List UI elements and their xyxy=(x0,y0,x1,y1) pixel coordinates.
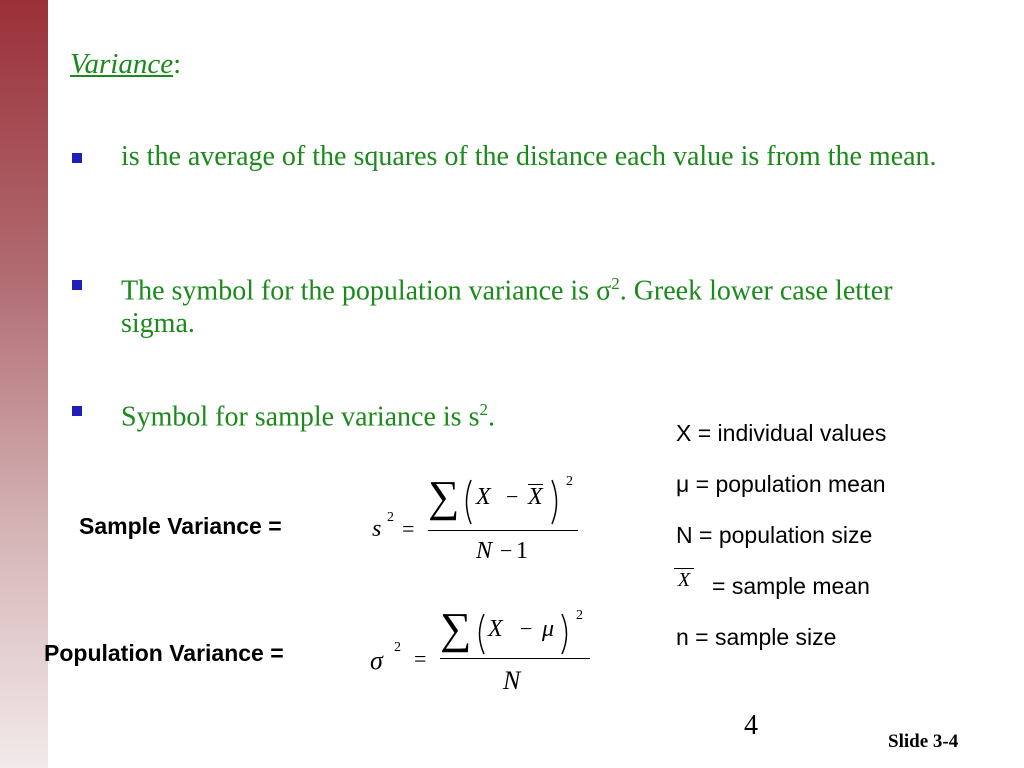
sample-denom-minus: − xyxy=(500,538,513,563)
sample-sum-symbol: ∑ xyxy=(428,472,460,521)
sample-denom-N: N xyxy=(476,538,493,564)
bullet-text-3 xyxy=(121,393,641,433)
population-num-exp: 2 xyxy=(576,608,583,623)
sample-denom-one: 1 xyxy=(516,538,528,564)
sample-num-Xbar: X xyxy=(528,484,543,510)
legend-n: n = sample size xyxy=(676,624,837,650)
side-gradient-bar xyxy=(0,0,48,768)
bullet-2-superscript: 2 xyxy=(611,274,620,293)
sample-num-exp: 2 xyxy=(566,474,573,489)
population-num-minus: − xyxy=(520,616,533,641)
slide-title xyxy=(70,48,181,81)
sample-num-minus: − xyxy=(506,484,519,509)
legend-xbar-symbol: X xyxy=(674,568,694,591)
bullet-3-superscript: 2 xyxy=(479,400,488,419)
population-equals: = xyxy=(414,646,427,671)
legend-x: X = individual values xyxy=(676,420,887,446)
bullet-marker xyxy=(72,406,82,416)
legend-xbar-def: = sample mean xyxy=(712,573,870,599)
population-right-paren xyxy=(560,612,572,656)
bullet-marker xyxy=(72,153,82,163)
sample-variance-formula xyxy=(370,472,590,572)
bullet-marker xyxy=(72,280,82,290)
population-left-paren xyxy=(474,612,486,656)
bullet-text-1: is the average of the squares of the distance each value is from the mean. xyxy=(121,141,937,172)
slide-label: Slide 3-4 xyxy=(888,731,959,752)
sample-right-paren xyxy=(550,478,562,526)
sample-variance-label: Sample Variance = xyxy=(79,513,282,539)
sample-left-paren xyxy=(461,478,473,526)
page-number: 4 xyxy=(744,710,758,741)
population-variance-formula xyxy=(370,604,600,704)
population-variance-label: Population Variance = xyxy=(44,640,284,666)
sample-equals: = xyxy=(402,516,415,541)
population-lhs-exp: 2 xyxy=(394,640,401,655)
population-num-X: X xyxy=(488,616,503,642)
bullet-text-2 xyxy=(121,267,941,340)
sample-lhs-s: s xyxy=(372,516,382,542)
population-lhs-sigma: σ xyxy=(370,646,383,675)
bullet-3-text-before: Symbol for sample variance is s xyxy=(121,401,480,433)
title-colon: : xyxy=(173,48,182,80)
title-word: Variance xyxy=(70,48,174,80)
bullet-2-text-before: The symbol for the population variance is σ xyxy=(121,275,612,307)
population-fraction-bar xyxy=(440,658,590,659)
population-denom-N: N xyxy=(503,666,521,695)
population-sum-symbol: ∑ xyxy=(440,604,472,653)
bullet-2-text-after: . Greek lower case letter sigma. xyxy=(121,275,893,340)
sample-fraction-bar xyxy=(428,530,578,531)
legend-mu: μ = population mean xyxy=(676,471,886,497)
sample-lhs-exp: 2 xyxy=(387,510,394,525)
population-num-mu: μ xyxy=(542,616,555,642)
bullet-3-text-after: . xyxy=(487,401,495,433)
legend-N: N = population size xyxy=(676,522,873,548)
sample-num-X: X xyxy=(476,484,491,510)
